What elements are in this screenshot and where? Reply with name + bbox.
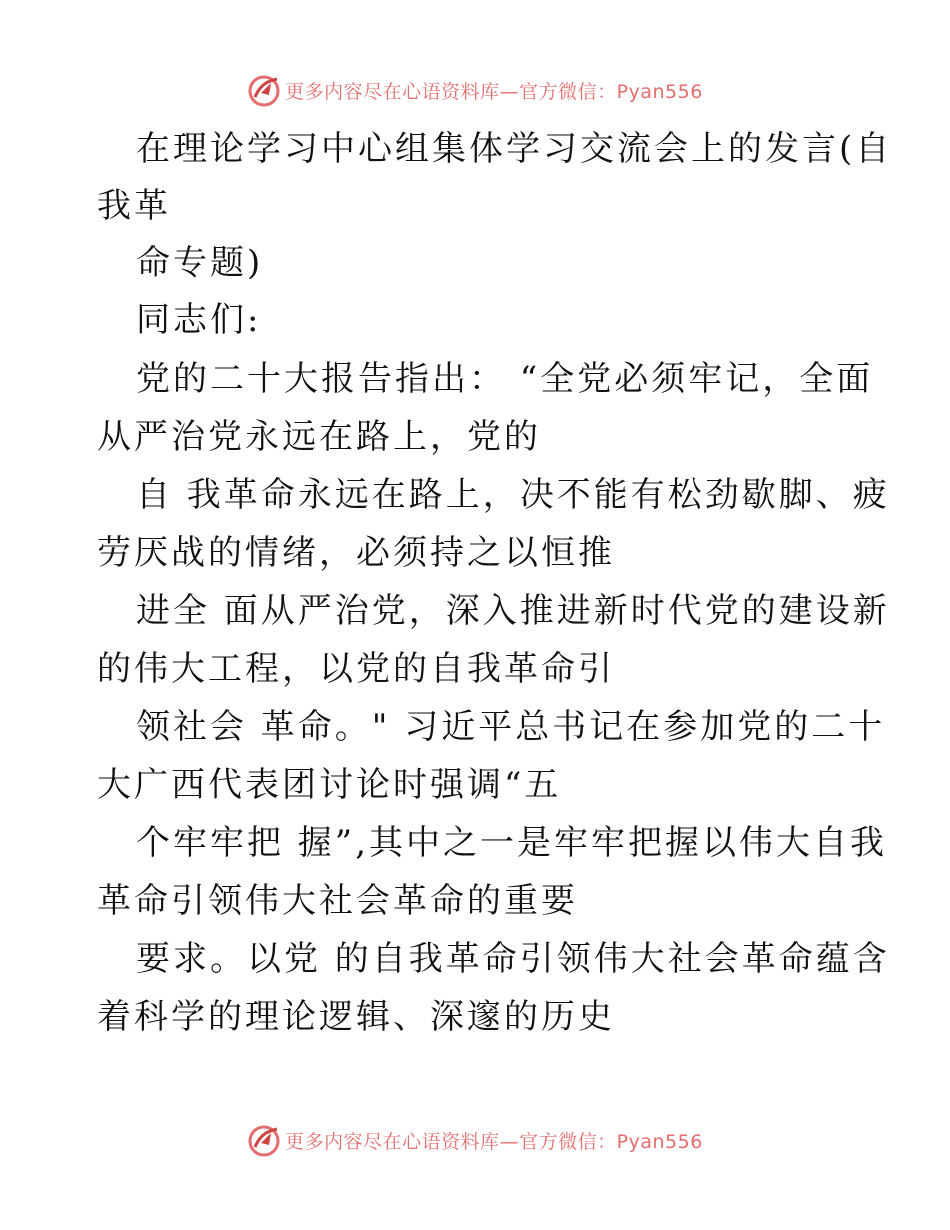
text-line: 命专题) bbox=[136, 243, 264, 283]
text-line: 进全 面从严治党，深入推进新时代党的建设新 bbox=[136, 591, 890, 631]
text-line: 大广西代表团讨论时强调“五 bbox=[97, 765, 562, 805]
text-line: 党的二十大报告指出： “全党必须牢记，全面 bbox=[136, 359, 874, 399]
text-line: 同志们: bbox=[136, 300, 262, 340]
text-line: 自 我革命永远在路上，决不能有松劲歇脚、疲 bbox=[136, 475, 890, 515]
footer-watermark bbox=[0, 1120, 950, 1160]
text-line: 从严治党永远在路上，党的 bbox=[97, 417, 541, 457]
text-line: 要求。以党 的自我革命引领伟大社会革命蕴含 bbox=[136, 939, 890, 979]
text-line: 的伟大工程，以党的自我革命引 bbox=[97, 649, 615, 689]
pen-nib-swirl-icon bbox=[247, 1123, 281, 1157]
watermark-text: 更多内容尽在心语资料库—官方微信：Pyan556 bbox=[285, 80, 703, 103]
text-line: 在理论学习中心组集体学习交流会上的发言(自 bbox=[136, 129, 893, 169]
watermark-text: 更多内容尽在心语资料库—官方微信：Pyan556 bbox=[285, 1130, 703, 1153]
text-line: 个牢牢把 握”,其中之一是牢牢把握以伟大自我 bbox=[136, 823, 887, 863]
text-line: 革命引领伟大社会革命的重要 bbox=[97, 881, 578, 921]
text-line: 领社会 革命。" 习近平总书记在参加党的二十 bbox=[136, 707, 886, 747]
text-line: 我革 bbox=[97, 186, 171, 226]
text-line: 着科学的理论逻辑、深邃的历史 bbox=[97, 997, 615, 1037]
text-line: 劳厌战的情绪，必须持之以恒推 bbox=[97, 533, 615, 573]
